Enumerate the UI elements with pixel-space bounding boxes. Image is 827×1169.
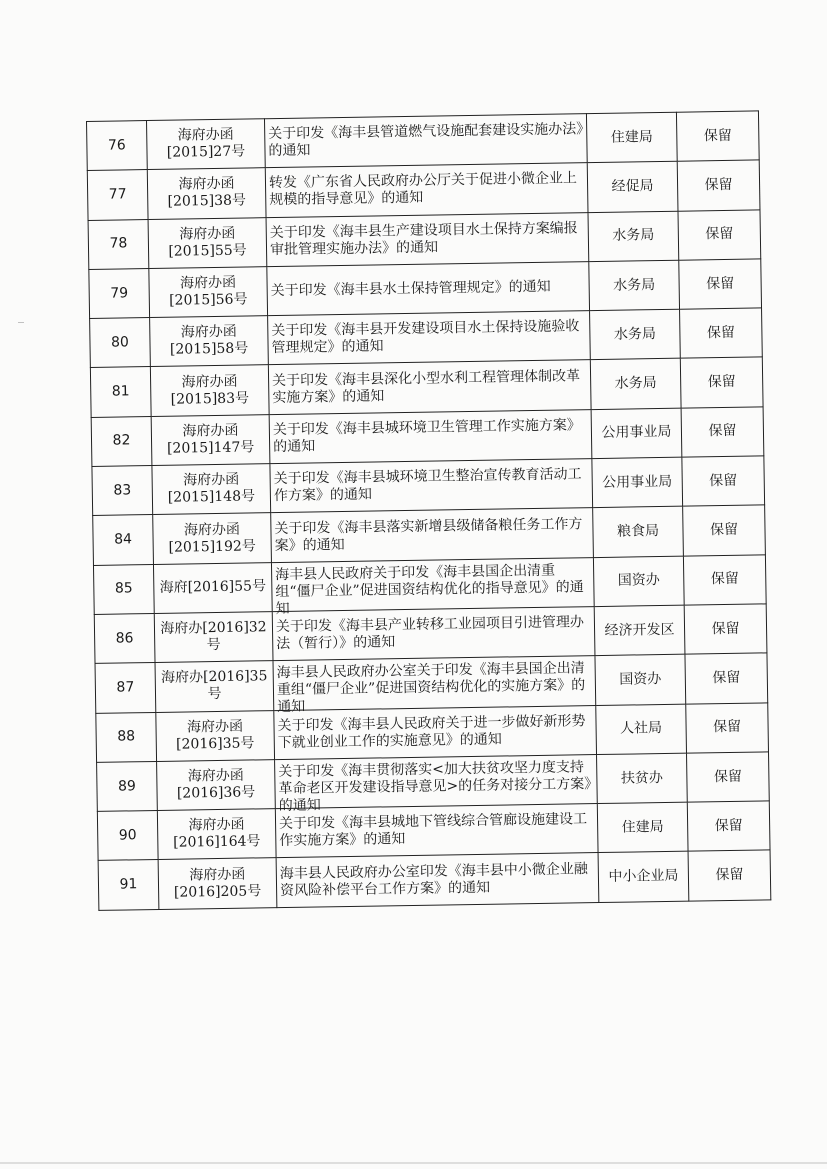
row-number: 86 [94,613,155,663]
document-title: 海丰县人民政府办公室印发《海丰县中小微企业融资风险补偿平台工作方案》的通知 [276,853,599,907]
document-title: 关于印发《海丰县产业转移工业园项目引进管理办法（暂行）》的通知 [272,607,595,661]
row-number: 91 [98,860,159,910]
row-number: 76 [87,121,148,171]
status: 保留 [685,653,768,704]
row-number: 88 [96,712,157,762]
row-number: 81 [90,367,151,417]
document-number: 海府办函 [2016]36号 [157,759,276,810]
row-number: 83 [92,466,153,516]
department: 粮食局 [593,507,684,558]
department: 住建局 [597,802,688,853]
scan-artifact [18,322,24,323]
status: 保留 [676,111,759,162]
status: 保留 [680,308,763,359]
status: 保留 [681,407,764,458]
department: 水务局 [589,260,680,311]
row-number: 89 [97,761,158,811]
department: 公用事业局 [592,457,683,508]
document-title: 海丰县人民政府办公室关于印发《海丰县国企出清重组“僵尸企业”促进国资结构优化的实施方案》的通知 [273,656,596,710]
document-number: 海府办函 [2016]205号 [158,858,277,909]
row-number: 80 [90,318,151,368]
row-number: 77 [87,170,148,220]
document-number: 海府办函 [2015]58号 [150,316,269,367]
status: 保留 [678,210,761,261]
status: 保留 [687,752,770,803]
document-number: 海府办函 [2015]55号 [148,217,267,268]
status: 保留 [683,555,766,606]
document-number: 海府办函 [2015]148号 [152,464,271,515]
document-title: 关于印发《海丰县城环境卫生管理工作实施方案》的通知 [269,409,592,463]
scan-artifact [0,1162,827,1164]
document-title: 关于印发《海丰贯彻落实<加大扶贫攻坚力度支持革命老区开发建设指导意见>的任务对接分工方案》的通知 [275,754,598,808]
department: 中小企业局 [598,852,689,903]
department: 公用事业局 [591,408,682,459]
document-number: 海府办函 [2015]83号 [150,365,269,416]
row-number: 79 [89,268,150,318]
document-title: 转发《广东省人民政府办公厅关于促进小微企业上规模的指导意见》的通知 [265,163,588,217]
row-number: 82 [91,416,152,466]
row-number: 78 [88,219,149,269]
status: 保留 [682,456,765,507]
document-number: 海府办函 [2015]38号 [147,168,266,219]
document-title: 关于印发《海丰县生产建设项目水土保持方案编报审批管理实施办法》的通知 [266,212,589,266]
document-number: 海府办函 [2015]192号 [153,513,272,564]
department: 水务局 [590,309,681,360]
status: 保留 [686,702,769,753]
status: 保留 [679,259,762,310]
policy-table [86,110,771,910]
document-title: 关于印发《海丰县水土保持管理规定》的通知 [267,262,590,316]
document-title: 关于印发《海丰县深化小型水利工程管理体制改革实施方案》的通知 [268,360,591,414]
document-number: 海府办函 [2015]147号 [151,414,270,465]
department: 水务局 [590,359,681,410]
document-title: 关于印发《海丰县城环境卫生整治宣传教育活动工作方案》的通知 [270,459,593,513]
department: 经济开发区 [594,605,685,656]
document-title: 海丰县人民政府关于印发《海丰县国企出清重组“僵尸企业”促进国资结构优化的指导意见》的通知 [271,557,594,611]
document-title: 关于印发《海丰县开发建设项目水土保持设施验收管理规定》的通知 [268,311,591,365]
document-number: 海府办[2016]32号 [154,612,273,663]
row-number: 85 [93,564,154,614]
department: 水务局 [588,211,679,262]
document-number: 海府办[2016]35号 [155,661,274,712]
document-title: 关于印发《海丰县城地下管线综合管廊设施建设工作实施方案》的通知 [275,804,598,858]
department: 国资办 [593,556,684,607]
status: 保留 [680,357,763,408]
status: 保留 [683,505,766,556]
department: 经促局 [587,162,678,213]
document-title: 关于印发《海丰县管道燃气设施配套建设实施办法》的通知 [264,114,587,168]
row-number: 84 [93,515,154,565]
status: 保留 [687,801,770,852]
table-row [98,850,771,910]
department: 住建局 [586,112,677,163]
row-number: 87 [95,663,156,713]
row-number: 90 [97,811,158,861]
status: 保留 [677,160,760,211]
department: 扶贫办 [597,753,688,804]
document-title: 关于印发《海丰县落实新增县级储备粮任务工作方案》的通知 [271,508,594,562]
document-number: 海府办函 [2016]35号 [156,710,275,761]
department: 国资办 [595,654,686,705]
document-number: 海府[2016]55号 [153,562,272,613]
status: 保留 [684,604,767,655]
department: 人社局 [596,704,687,755]
document-title: 关于印发《海丰县人民政府关于进一步做好新形势下就业创业工作的实施意见》的通知 [274,705,597,759]
policy-table-body [87,111,771,910]
document-number: 海府办函 [2016]164号 [157,809,276,860]
document-number: 海府办函 [2015]56号 [149,267,268,318]
document-number: 海府办函 [2015]27号 [147,119,266,170]
status: 保留 [688,850,771,901]
